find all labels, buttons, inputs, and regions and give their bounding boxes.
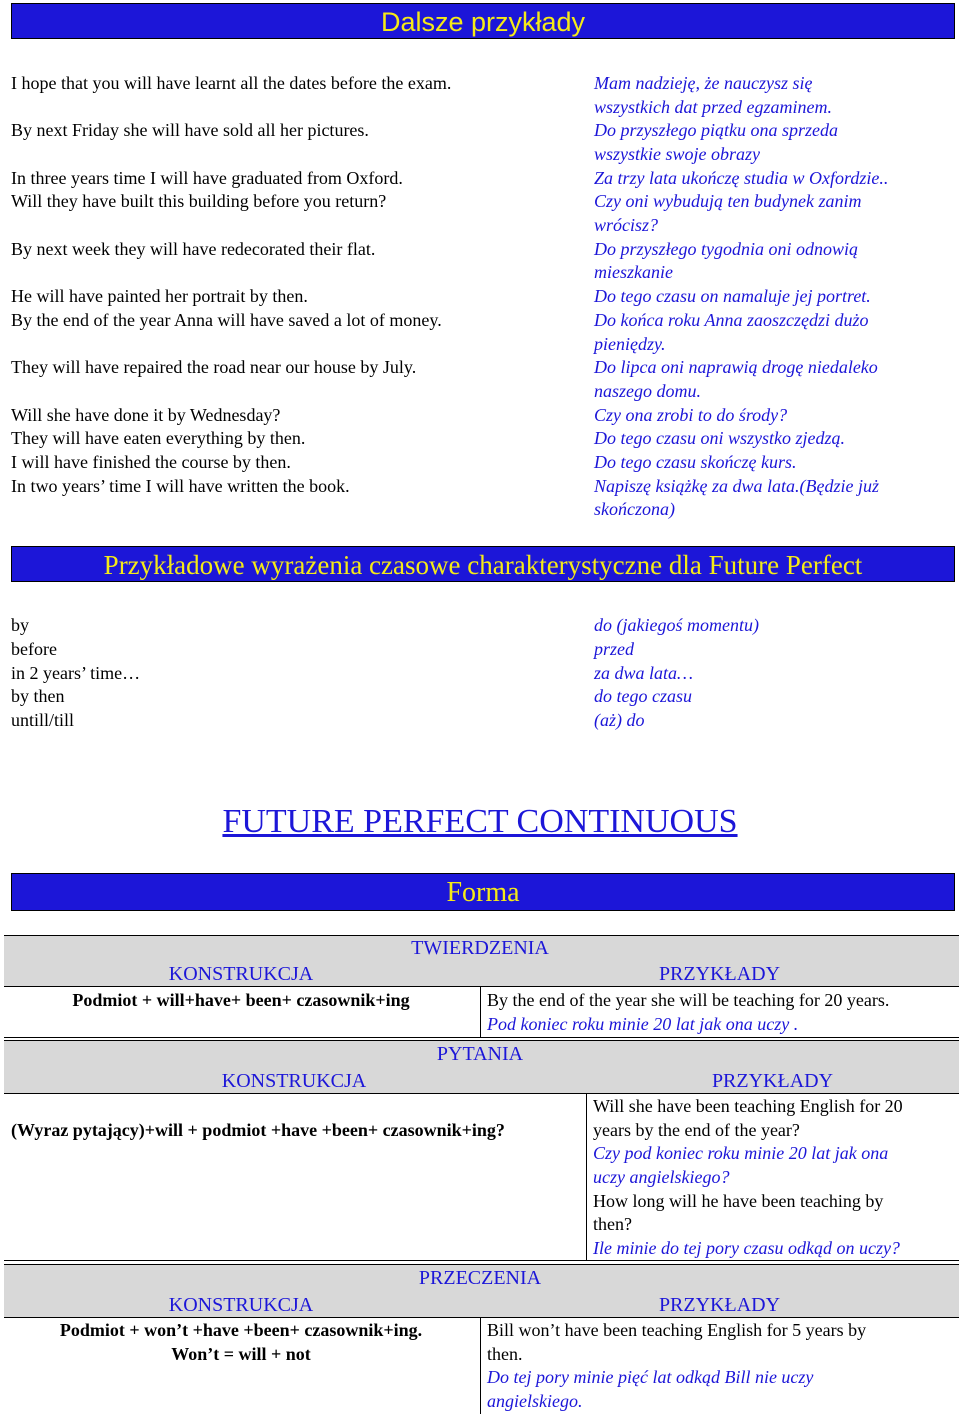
section-title-form: Forma [11, 873, 955, 911]
example-en: They will have eaten everything by then. [11, 428, 306, 448]
example-pl: Do tego czasu skończę kurs. [594, 452, 797, 472]
questions-construction: (Wyraz pytający)+will + podmiot +have +been+ czasownik+ing? [11, 1120, 505, 1140]
example-pl: Do lipca oni naprawią drogę niedaleko [594, 357, 878, 377]
example-pl: Napiszę książkę za dwa lata.(Będzie już [594, 476, 879, 496]
expression-pl: przed [594, 639, 634, 659]
example-pl: mieszkanie [594, 262, 673, 282]
expression-pl: do tego czasu [594, 686, 692, 706]
negative-example-pl: angielskiego. [487, 1391, 583, 1411]
example-pl: wszystkie swoje obrazy [594, 144, 760, 164]
example-pl: Do przyszłego piątku ona sprzeda [594, 120, 838, 140]
example-en: By next Friday she will have sold all her pictures. [11, 120, 369, 140]
example-pl: wrócisz? [594, 215, 659, 235]
negatives-label: PRZECZENIA [418, 1267, 542, 1289]
example-en: By next week they will have redecorated their flat. [11, 239, 376, 259]
example-pl: Za trzy lata ukończę studia w Oxfordzie.. [594, 168, 889, 188]
example-en: In two years’ time I will have written the book. [11, 476, 350, 496]
construction-header: KONSTRUKCJA [168, 1294, 314, 1316]
negative-example-pl: Do tej pory minie pięć lat odkąd Bill nie uczy [487, 1367, 814, 1387]
negatives-contraction: Won’t = will + not [171, 1344, 311, 1364]
example-pl: Do przyszłego tygodnia oni odnowią [594, 239, 858, 259]
example-pl: Mam nadzieję, że nauczysz się [594, 73, 813, 93]
example-pl: naszego domu. [594, 381, 701, 401]
example-en: I hope that you will have learnt all the dates before the exam. [11, 73, 452, 93]
expression-pl: do (jakiegoś momentu) [594, 615, 759, 635]
expression-en: untill/till [11, 710, 75, 730]
questions-label: PYTANIA [436, 1043, 524, 1065]
examples-header: PRZYKŁADY [658, 963, 781, 985]
example-en: By the end of the year Anna will have saved a lot of money. [11, 310, 442, 330]
example-pl: wszystkich dat przed egzaminem. [594, 97, 832, 117]
example-pl: Do końca roku Anna zaoszczędzi dużo [594, 310, 869, 330]
expression-pl: za dwa lata… [594, 663, 694, 683]
example-pl: Czy ona zrobi to do środy? [594, 405, 788, 425]
expression-en: before [11, 639, 57, 659]
question-example: How long will he have been teaching by [593, 1191, 884, 1211]
construction-header: KONSTRUKCJA [221, 1070, 367, 1092]
example-pl: Do tego czasu on namaluje jej portret. [594, 286, 871, 306]
example-pl: Czy oni wybudują ten budynek zanim [594, 191, 862, 211]
example-en: He will have painted her portrait by then. [11, 286, 308, 306]
question-example: then? [593, 1214, 632, 1234]
affirmative-construction: Podmiot + will+have+ been+ czasownik+ing [72, 990, 410, 1010]
example-pl: pieniędzy. [594, 334, 666, 354]
negative-example: Bill won’t have been teaching English for 5 years by [487, 1320, 867, 1340]
affirmative-example-en: By the end of the year she will be teaching for 20 years. [487, 990, 890, 1010]
page-title-future-perfect-continuous: FUTURE PERFECT CONTINUOUS [222, 803, 738, 840]
question-example-pl: Czy pod koniec roku minie 20 lat jak ona [593, 1143, 889, 1163]
affirmative-example-pl: Pod koniec roku minie 20 lat jak ona uczy . [487, 1014, 799, 1034]
question-example-pl: uczy angielskiego? [593, 1167, 730, 1187]
example-en: I will have finished the course by then. [11, 452, 291, 472]
expression-en: in 2 years’ time… [11, 663, 141, 683]
example-pl: skończona) [594, 499, 675, 519]
negatives-construction: Podmiot + won’t +have +been+ czasownik+ing. [59, 1320, 423, 1340]
section-title-further-examples: Dalsze przykłady [11, 3, 955, 39]
expression-en: by then [11, 686, 65, 706]
example-en: They will have repaired the road near our house by July. [11, 357, 417, 377]
expression-en: by [11, 615, 29, 635]
table-divider [480, 987, 481, 1037]
examples-header: PRZYKŁADY [658, 1294, 781, 1316]
negative-example: then. [487, 1344, 523, 1364]
table-divider [480, 1318, 481, 1414]
example-en: Will she have done it by Wednesday? [11, 405, 281, 425]
examples-header: PRZYKŁADY [711, 1070, 834, 1092]
question-example: Will she have been teaching English for 20 [593, 1096, 903, 1116]
example-pl: Do tego czasu oni wszystko zjedzą. [594, 428, 845, 448]
question-example: years by the end of the year? [593, 1120, 800, 1140]
construction-header: KONSTRUKCJA [168, 963, 314, 985]
section-title-time-expressions: Przykładowe wyrażenia czasowe charakterystyczne dla Future Perfect [11, 546, 955, 582]
question-example-pl: Ile minie do tej pory czasu odkąd on uczy? [593, 1238, 900, 1258]
affirmative-label: TWIERDZENIA [411, 937, 549, 959]
expression-pl: (aż) do [594, 710, 645, 730]
example-en: In three years time I will have graduated from Oxford. [11, 168, 403, 188]
table-rule [4, 1260, 959, 1261]
table-divider [586, 1094, 587, 1260]
table-rule [4, 1037, 959, 1038]
example-en: Will they have built this building before you return? [11, 191, 387, 211]
